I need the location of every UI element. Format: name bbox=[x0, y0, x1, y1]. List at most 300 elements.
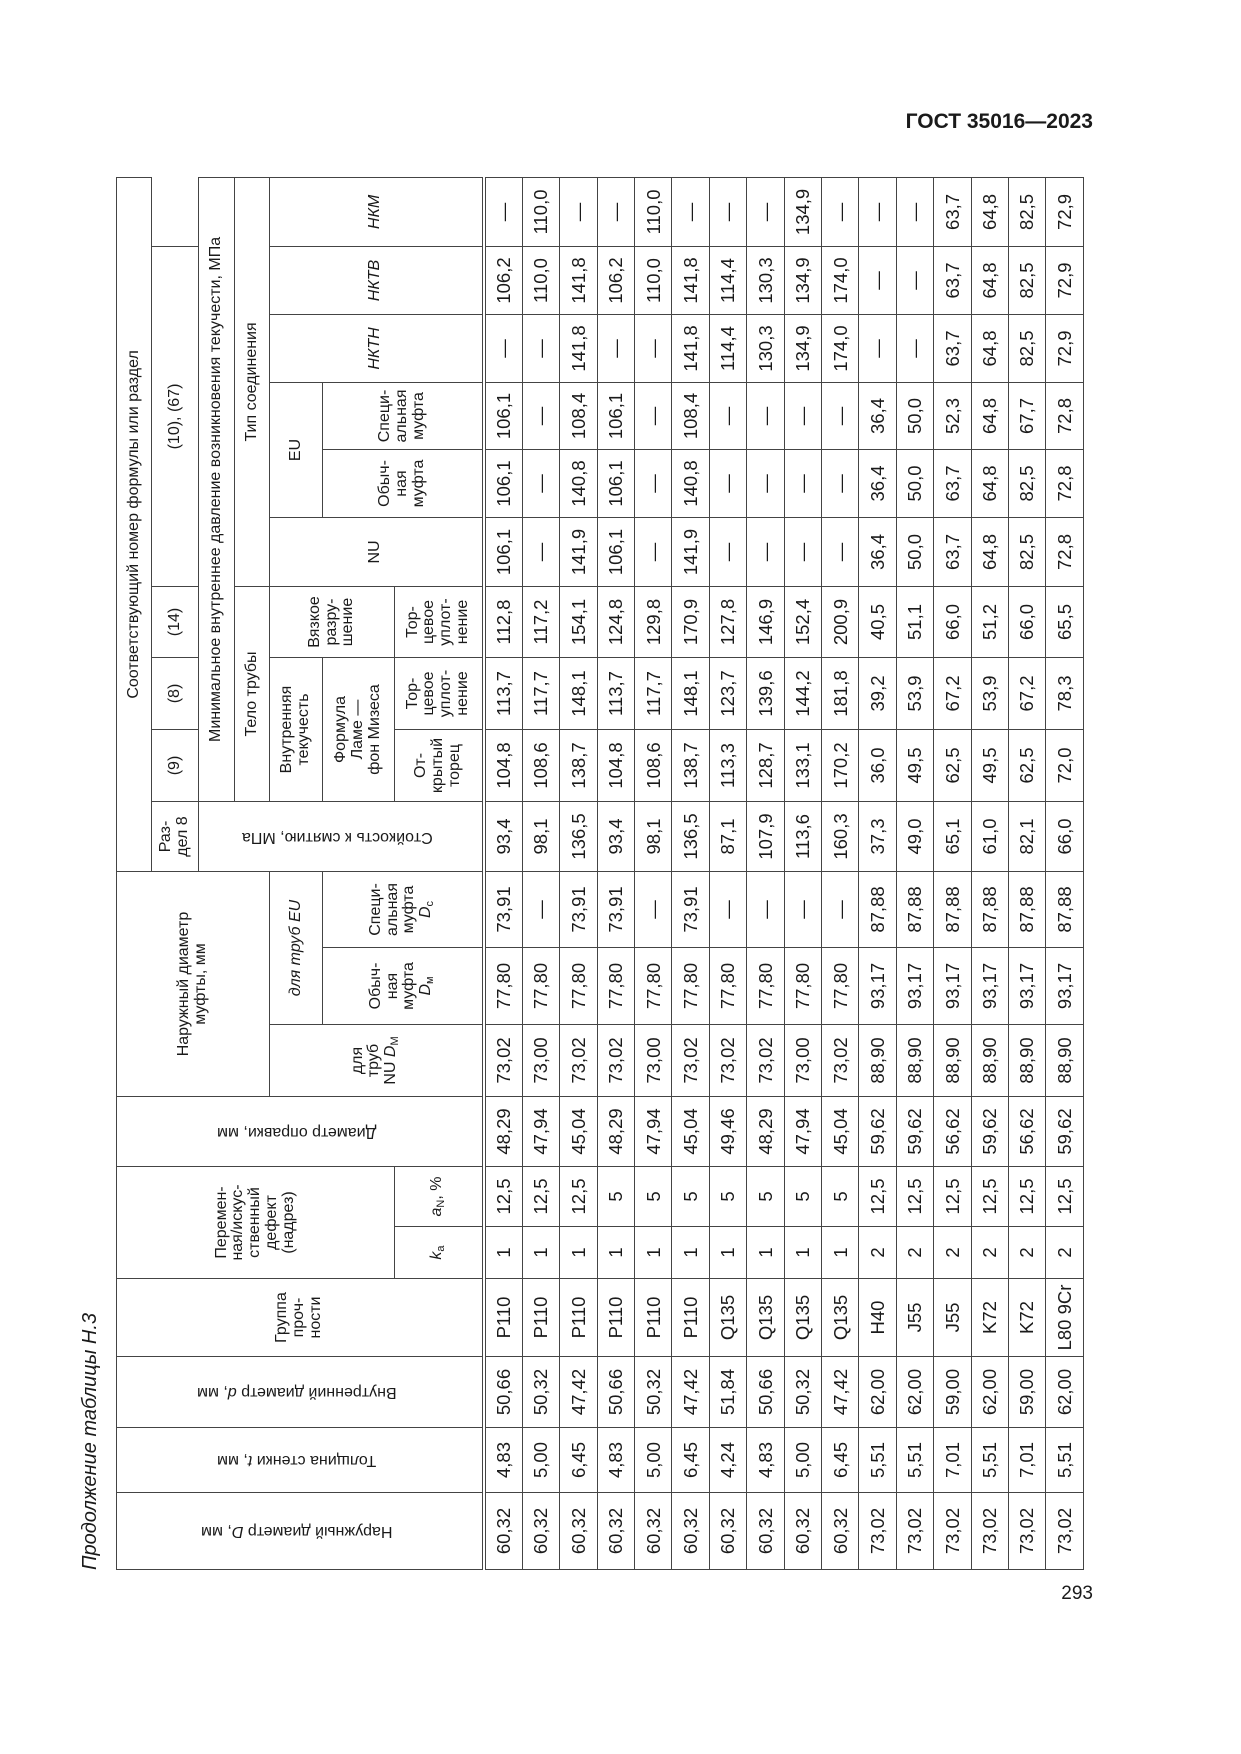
table-cell: 113,7 bbox=[484, 657, 523, 729]
header-internal-yield: Внутренняя текучесть bbox=[270, 657, 323, 801]
table-cell: 50,66 bbox=[747, 1357, 784, 1428]
table-row bbox=[672, 177, 709, 1569]
table-cell: — bbox=[747, 382, 784, 449]
table-cell: 130,3 bbox=[747, 246, 784, 314]
table-cell: — bbox=[784, 871, 821, 947]
table-cell: 104,8 bbox=[597, 729, 634, 801]
table-cell: 36,4 bbox=[859, 449, 896, 517]
table-cell: 113,6 bbox=[784, 801, 821, 871]
table-cell: 5 bbox=[784, 1166, 821, 1226]
table-cell: 50,0 bbox=[896, 382, 933, 449]
header-f10-67: (10), (67) bbox=[152, 246, 199, 586]
table-cell: — bbox=[822, 177, 859, 246]
table-cell: 62,00 bbox=[896, 1357, 933, 1428]
table-cell: — bbox=[522, 517, 559, 586]
table-cell: 5,51 bbox=[971, 1428, 1008, 1493]
table-cell: 82,5 bbox=[1008, 246, 1045, 314]
table-cell: 77,80 bbox=[560, 947, 597, 1024]
table-cell: 47,42 bbox=[822, 1357, 859, 1428]
table-cell: 1 bbox=[784, 1227, 821, 1279]
table-cell: 73,02 bbox=[896, 1493, 933, 1570]
rotated-table-block bbox=[79, 178, 1091, 1570]
table-cell: — bbox=[522, 314, 559, 382]
table-cell: 88,90 bbox=[1046, 1024, 1083, 1096]
table-cell: 7,01 bbox=[1008, 1428, 1045, 1493]
table-cell: 73,00 bbox=[522, 1024, 559, 1096]
table-cell: 108,4 bbox=[560, 382, 597, 449]
header-defect: Перемен- ная/искус- ственный дефект (надрез) bbox=[117, 1166, 395, 1278]
header-min-pressure: Минимальное внутреннее давление возникновения текучести, МПа bbox=[199, 177, 235, 801]
table-cell: 73,02 bbox=[859, 1493, 896, 1570]
table-cell: 62,00 bbox=[859, 1357, 896, 1428]
table-cell: 47,42 bbox=[672, 1357, 709, 1428]
table-cell: 106,1 bbox=[484, 517, 523, 586]
table-cell: 72,8 bbox=[1046, 382, 1083, 449]
table-cell: 63,7 bbox=[934, 517, 971, 586]
table-cell: 113,3 bbox=[709, 729, 746, 801]
table-cell: — bbox=[709, 871, 746, 947]
table-cell: — bbox=[597, 314, 634, 382]
table-cell: 37,3 bbox=[859, 801, 896, 871]
table-cell: — bbox=[896, 177, 933, 246]
table-row bbox=[1046, 177, 1083, 1569]
table-cell: 60,32 bbox=[635, 1493, 672, 1570]
table-cell: 93,4 bbox=[597, 801, 634, 871]
table-cell: 40,5 bbox=[859, 586, 896, 657]
table-cell: 66,0 bbox=[934, 586, 971, 657]
table-cell: 47,94 bbox=[635, 1096, 672, 1166]
table-cell: 5 bbox=[635, 1166, 672, 1226]
table-cell: 60,32 bbox=[672, 1493, 709, 1570]
table-cell: 5 bbox=[747, 1166, 784, 1226]
header-eu-regular: Обыч- ная муфта bbox=[323, 449, 484, 517]
table-cell: — bbox=[560, 177, 597, 246]
table-cell: 144,2 bbox=[784, 657, 821, 729]
table-row bbox=[597, 177, 634, 1569]
table-cell: 61,0 bbox=[971, 801, 1008, 871]
table-row bbox=[560, 177, 597, 1569]
table-cell: 1 bbox=[560, 1227, 597, 1279]
table-cell: 104,8 bbox=[484, 729, 523, 801]
table-cell: 67,2 bbox=[934, 657, 971, 729]
table-cell: 53,9 bbox=[971, 657, 1008, 729]
table-cell: 73,91 bbox=[484, 871, 523, 947]
table-cell: 82,5 bbox=[1008, 449, 1045, 517]
table-cell: 12,5 bbox=[934, 1166, 971, 1226]
header-nktn: НКТН bbox=[270, 314, 484, 382]
table-cell: 73,02 bbox=[747, 1024, 784, 1096]
table-cell: 45,04 bbox=[672, 1096, 709, 1166]
table-cell: 1 bbox=[709, 1227, 746, 1279]
table-cell: 72,0 bbox=[1046, 729, 1083, 801]
table-cell: 50,66 bbox=[597, 1357, 634, 1428]
table-cell: 5 bbox=[709, 1166, 746, 1226]
table-cell: 12,5 bbox=[971, 1166, 1008, 1226]
table-cell: 73,91 bbox=[560, 871, 597, 947]
table-cell: 87,88 bbox=[1046, 871, 1083, 947]
table-cell: 140,8 bbox=[672, 449, 709, 517]
table-cell: 5,51 bbox=[859, 1428, 896, 1493]
table-cell: 60,32 bbox=[822, 1493, 859, 1570]
table-cell: 200,9 bbox=[822, 586, 859, 657]
table-cell: 73,02 bbox=[672, 1024, 709, 1096]
header-wall-thickness: Толщина стенки t, мм bbox=[117, 1428, 484, 1493]
table-cell: 87,88 bbox=[896, 871, 933, 947]
table-cell: 62,00 bbox=[971, 1357, 1008, 1428]
table-cell: 108,4 bbox=[672, 382, 709, 449]
table-cell: — bbox=[822, 871, 859, 947]
table-cell: — bbox=[822, 382, 859, 449]
table-cell: 134,9 bbox=[784, 246, 821, 314]
table-cell: P110 bbox=[560, 1279, 597, 1357]
table-cell: 93,4 bbox=[484, 801, 523, 871]
table-cell: 106,1 bbox=[597, 382, 634, 449]
table-cell: 47,94 bbox=[784, 1096, 821, 1166]
table-cell: 63,7 bbox=[934, 314, 971, 382]
table-cell: — bbox=[635, 314, 672, 382]
table-cell: — bbox=[484, 177, 523, 246]
table-cell: P110 bbox=[635, 1279, 672, 1357]
table-cell: 98,1 bbox=[635, 801, 672, 871]
header-nkm: НКМ bbox=[270, 177, 484, 246]
table-cell: 106,2 bbox=[597, 246, 634, 314]
table-cell: 59,62 bbox=[1046, 1096, 1083, 1166]
table-cell: 64,8 bbox=[971, 517, 1008, 586]
header-section8: Раз- дел 8 bbox=[152, 801, 199, 871]
table-cell: 87,88 bbox=[859, 871, 896, 947]
table-cell: 73,02 bbox=[1008, 1493, 1045, 1570]
table-cell: 82,1 bbox=[1008, 801, 1045, 871]
table-cell: 112,8 bbox=[484, 586, 523, 657]
table-cell: 108,6 bbox=[522, 729, 559, 801]
table-cell: Q135 bbox=[784, 1279, 821, 1357]
table-cell: 93,17 bbox=[896, 947, 933, 1024]
table-row bbox=[971, 177, 1008, 1569]
table-cell: — bbox=[522, 382, 559, 449]
table-cell: 98,1 bbox=[522, 801, 559, 871]
table-cell: 1 bbox=[635, 1227, 672, 1279]
table-cell: 67,7 bbox=[1008, 382, 1045, 449]
header-nu-pipes: для труб NU $D_М$ bbox=[270, 1024, 484, 1096]
table-row bbox=[747, 177, 784, 1569]
table-cell: 73,02 bbox=[934, 1493, 971, 1570]
table-row bbox=[1008, 177, 1045, 1569]
header-coupling-od: Наружный диаметр муфты, мм bbox=[117, 871, 270, 1096]
table-row bbox=[859, 177, 896, 1569]
header-special-coupling-dc: Специ- альная муфта $D_с$ bbox=[323, 871, 484, 947]
table-cell: 5,00 bbox=[784, 1428, 821, 1493]
table-cell: 174,0 bbox=[822, 314, 859, 382]
table-cell: 12,5 bbox=[896, 1166, 933, 1226]
table-cell: — bbox=[597, 177, 634, 246]
table-cell: 77,80 bbox=[635, 947, 672, 1024]
table-cell: P110 bbox=[597, 1279, 634, 1357]
table-cell: 141,8 bbox=[560, 246, 597, 314]
table-cell: 73,00 bbox=[635, 1024, 672, 1096]
table-cell: 49,5 bbox=[971, 729, 1008, 801]
table-cell: 73,02 bbox=[822, 1024, 859, 1096]
table-cell: 12,5 bbox=[560, 1166, 597, 1226]
table-cell: 146,9 bbox=[747, 586, 784, 657]
table-cell: 5,51 bbox=[1046, 1428, 1083, 1493]
table-cell: 64,8 bbox=[971, 177, 1008, 246]
header-eu-special: Специ- альная муфта bbox=[323, 382, 484, 449]
table-cell: 6,45 bbox=[822, 1428, 859, 1493]
table-row bbox=[709, 177, 746, 1569]
table-cell: 88,90 bbox=[934, 1024, 971, 1096]
table-cell: L80 9Cr bbox=[1046, 1279, 1083, 1357]
table-cell: — bbox=[859, 177, 896, 246]
table-cell: 6,45 bbox=[672, 1428, 709, 1493]
table-cell: 77,80 bbox=[709, 947, 746, 1024]
table-cell: 141,8 bbox=[672, 246, 709, 314]
table-cell: — bbox=[522, 871, 559, 947]
table-cell: 148,1 bbox=[560, 657, 597, 729]
table-cell: 5 bbox=[597, 1166, 634, 1226]
table-cell: 141,9 bbox=[672, 517, 709, 586]
table-cell: 50,0 bbox=[896, 449, 933, 517]
table-cell: 73,00 bbox=[784, 1024, 821, 1096]
table-cell: 73,02 bbox=[560, 1024, 597, 1096]
table-cell: 51,2 bbox=[971, 586, 1008, 657]
table-cell: 93,17 bbox=[971, 947, 1008, 1024]
table-body bbox=[484, 177, 1084, 1569]
table-cell: — bbox=[709, 517, 746, 586]
table-cell: 108,6 bbox=[635, 729, 672, 801]
table-cell: 52,3 bbox=[934, 382, 971, 449]
table-cell: 93,17 bbox=[1008, 947, 1045, 1024]
table-cell: 73,02 bbox=[971, 1493, 1008, 1570]
table-cell: 51,84 bbox=[709, 1357, 746, 1428]
table-cell: 141,8 bbox=[560, 314, 597, 382]
table-cell: — bbox=[784, 382, 821, 449]
table-cell: 140,8 bbox=[560, 449, 597, 517]
table-cell: 50,0 bbox=[896, 517, 933, 586]
table-cell: — bbox=[747, 871, 784, 947]
table-cell: 4,24 bbox=[709, 1428, 746, 1493]
table-cell: 47,42 bbox=[560, 1357, 597, 1428]
header-mandrel-diameter: Диаметр оправки, мм bbox=[117, 1096, 484, 1166]
table-row bbox=[822, 177, 859, 1569]
header-f14: (14) bbox=[152, 586, 199, 657]
table-cell: 110,0 bbox=[522, 177, 559, 246]
table-cell: 62,5 bbox=[934, 729, 971, 801]
table-cell: K72 bbox=[1008, 1279, 1045, 1357]
table-cell: 2 bbox=[1046, 1227, 1083, 1279]
table-cell: K72 bbox=[971, 1279, 1008, 1357]
table-cell: 154,1 bbox=[560, 586, 597, 657]
header-pipe-body: Тело трубы bbox=[235, 586, 270, 801]
table-cell: 62,00 bbox=[1046, 1357, 1083, 1428]
table-cell: P110 bbox=[484, 1279, 523, 1357]
table-cell: — bbox=[709, 177, 746, 246]
table-cell: 93,17 bbox=[934, 947, 971, 1024]
table-cell: 1 bbox=[522, 1227, 559, 1279]
table-cell: 47,94 bbox=[522, 1096, 559, 1166]
table-cell: 56,62 bbox=[1008, 1096, 1045, 1166]
table-cell: 110,0 bbox=[635, 177, 672, 246]
table-cell: 72,8 bbox=[1046, 517, 1083, 586]
table-cell: 114,4 bbox=[709, 246, 746, 314]
table-cell: 174,0 bbox=[822, 246, 859, 314]
table-cell: 117,7 bbox=[522, 657, 559, 729]
table-cell: 7,01 bbox=[934, 1428, 971, 1493]
table-cell: — bbox=[635, 871, 672, 947]
table-cell: 77,80 bbox=[597, 947, 634, 1024]
table-cell: 106,1 bbox=[597, 517, 634, 586]
table-cell: 141,8 bbox=[672, 314, 709, 382]
table-cell: 39,2 bbox=[859, 657, 896, 729]
table-cell: 49,0 bbox=[896, 801, 933, 871]
table-cell: 12,5 bbox=[484, 1166, 523, 1226]
table-cell: 51,1 bbox=[896, 586, 933, 657]
table-row bbox=[522, 177, 559, 1569]
table-cell: 87,88 bbox=[971, 871, 1008, 947]
table-cell: 73,02 bbox=[484, 1024, 523, 1096]
table-cell: 1 bbox=[672, 1227, 709, 1279]
table-cell: — bbox=[635, 382, 672, 449]
table-cell: 1 bbox=[597, 1227, 634, 1279]
table-cell: — bbox=[859, 246, 896, 314]
table-cell: 138,7 bbox=[560, 729, 597, 801]
table-cell: 45,04 bbox=[822, 1096, 859, 1166]
table-cell: 59,62 bbox=[971, 1096, 1008, 1166]
table-cell: 59,62 bbox=[896, 1096, 933, 1166]
table-cell: 138,7 bbox=[672, 729, 709, 801]
header-end-seal-lame: Тор- цевое уплот- нение bbox=[395, 657, 484, 729]
table-cell: 87,88 bbox=[1008, 871, 1045, 947]
table-cell: 5,51 bbox=[896, 1428, 933, 1493]
table-cell: 1 bbox=[747, 1227, 784, 1279]
header-an: $a_N$, % bbox=[395, 1166, 484, 1226]
table-cell: 133,1 bbox=[784, 729, 821, 801]
table-cell: 117,7 bbox=[635, 657, 672, 729]
header-ka: $k_a$ bbox=[395, 1227, 484, 1279]
table-cell: 139,6 bbox=[747, 657, 784, 729]
header-outer-diameter: Наружный диаметр D, мм bbox=[117, 1493, 484, 1570]
table-cell: 72,8 bbox=[1046, 449, 1083, 517]
table-cell: — bbox=[672, 177, 709, 246]
table-cell: — bbox=[859, 314, 896, 382]
table-cell: 152,4 bbox=[784, 586, 821, 657]
table-cell: 12,5 bbox=[1046, 1166, 1083, 1226]
table-row bbox=[896, 177, 933, 1569]
header-f8: (8) bbox=[152, 657, 199, 729]
table-cell: Q135 bbox=[822, 1279, 859, 1357]
table-cell: 88,90 bbox=[971, 1024, 1008, 1096]
table-cell: — bbox=[747, 449, 784, 517]
table-cell: 59,00 bbox=[934, 1357, 971, 1428]
table-cell: 73,02 bbox=[597, 1024, 634, 1096]
table-cell: 170,9 bbox=[672, 586, 709, 657]
table-cell: 136,5 bbox=[560, 801, 597, 871]
table-cell: — bbox=[784, 517, 821, 586]
table-cell: 4,83 bbox=[747, 1428, 784, 1493]
table-cell: 73,91 bbox=[597, 871, 634, 947]
table-cell: 160,3 bbox=[822, 801, 859, 871]
table-cell: 67,2 bbox=[1008, 657, 1045, 729]
header-f9: (9) bbox=[152, 729, 199, 801]
table-cell: 36,4 bbox=[859, 517, 896, 586]
table-cell: 148,1 bbox=[672, 657, 709, 729]
table-cell: P110 bbox=[522, 1279, 559, 1357]
header-lame: Формула Ламе — фон Мизеса bbox=[323, 657, 395, 801]
table-cell: — bbox=[822, 449, 859, 517]
table-cell: 170,2 bbox=[822, 729, 859, 801]
table-cell: 87,1 bbox=[709, 801, 746, 871]
table-cell: 49,5 bbox=[896, 729, 933, 801]
table-cell: 48,29 bbox=[484, 1096, 523, 1166]
header-open-end: От- крытый торец bbox=[395, 729, 484, 801]
table-cell: 64,8 bbox=[971, 246, 1008, 314]
table-cell: — bbox=[522, 449, 559, 517]
header-eu: EU bbox=[270, 382, 323, 517]
header-collapse: Стойкость к смятию, МПа bbox=[199, 801, 484, 871]
table-cell: 88,90 bbox=[1008, 1024, 1045, 1096]
header-nu: NU bbox=[270, 517, 484, 586]
table-cell: 62,5 bbox=[1008, 729, 1045, 801]
table-cell: 65,5 bbox=[1046, 586, 1083, 657]
table-cell: 82,5 bbox=[1008, 177, 1045, 246]
table-cell: 72,9 bbox=[1046, 177, 1083, 246]
table-cell: 77,80 bbox=[522, 947, 559, 1024]
table-cell: 106,1 bbox=[484, 449, 523, 517]
table-cell: — bbox=[896, 246, 933, 314]
pipe-pressure-table bbox=[116, 177, 1084, 1570]
table-cell: 127,8 bbox=[709, 586, 746, 657]
table-row bbox=[484, 177, 523, 1569]
table-cell: 12,5 bbox=[1008, 1166, 1045, 1226]
table-caption: Продолжение таблицы Н.3 bbox=[79, 1312, 101, 1570]
document-code: ГОСТ 35016—2023 bbox=[905, 110, 1093, 133]
table-cell: 77,80 bbox=[784, 947, 821, 1024]
table-cell: 77,80 bbox=[484, 947, 523, 1024]
header-end-seal-ductile: Тор- цевое уплот- нение bbox=[395, 586, 484, 657]
table-cell: 50,66 bbox=[484, 1357, 523, 1428]
header-regular-coupling-dm: Обыч- ная муфта $D_м$ bbox=[323, 947, 484, 1024]
header-inner-diameter: Внутренний диаметр d, мм bbox=[117, 1357, 484, 1428]
table-cell: 66,0 bbox=[1046, 801, 1083, 871]
table-cell: 129,8 bbox=[635, 586, 672, 657]
table-cell: — bbox=[784, 449, 821, 517]
table-cell: — bbox=[635, 449, 672, 517]
table-cell: 60,32 bbox=[560, 1493, 597, 1570]
table-cell: 4,83 bbox=[597, 1428, 634, 1493]
table-cell: 36,4 bbox=[859, 382, 896, 449]
table-cell: 93,17 bbox=[1046, 947, 1083, 1024]
table-row bbox=[635, 177, 672, 1569]
table-cell: 36,0 bbox=[859, 729, 896, 801]
table-cell: — bbox=[635, 517, 672, 586]
table-cell: 106,1 bbox=[597, 449, 634, 517]
table-cell: 59,62 bbox=[859, 1096, 896, 1166]
table-cell: 63,7 bbox=[934, 177, 971, 246]
table-header bbox=[117, 177, 484, 1569]
table-cell: 12,5 bbox=[522, 1166, 559, 1226]
table-cell: 77,80 bbox=[672, 947, 709, 1024]
table-cell: 114,4 bbox=[709, 314, 746, 382]
header-eu-pipes: для труб EU bbox=[270, 871, 323, 1024]
table-cell: 113,7 bbox=[597, 657, 634, 729]
table-cell: H40 bbox=[859, 1279, 896, 1357]
table-cell: 82,5 bbox=[1008, 314, 1045, 382]
table-cell: 72,9 bbox=[1046, 246, 1083, 314]
table-cell: 2 bbox=[859, 1227, 896, 1279]
table-cell: 64,8 bbox=[971, 314, 1008, 382]
table-cell: 63,7 bbox=[934, 449, 971, 517]
table-cell: 12,5 bbox=[859, 1166, 896, 1226]
table-cell: 60,32 bbox=[597, 1493, 634, 1570]
